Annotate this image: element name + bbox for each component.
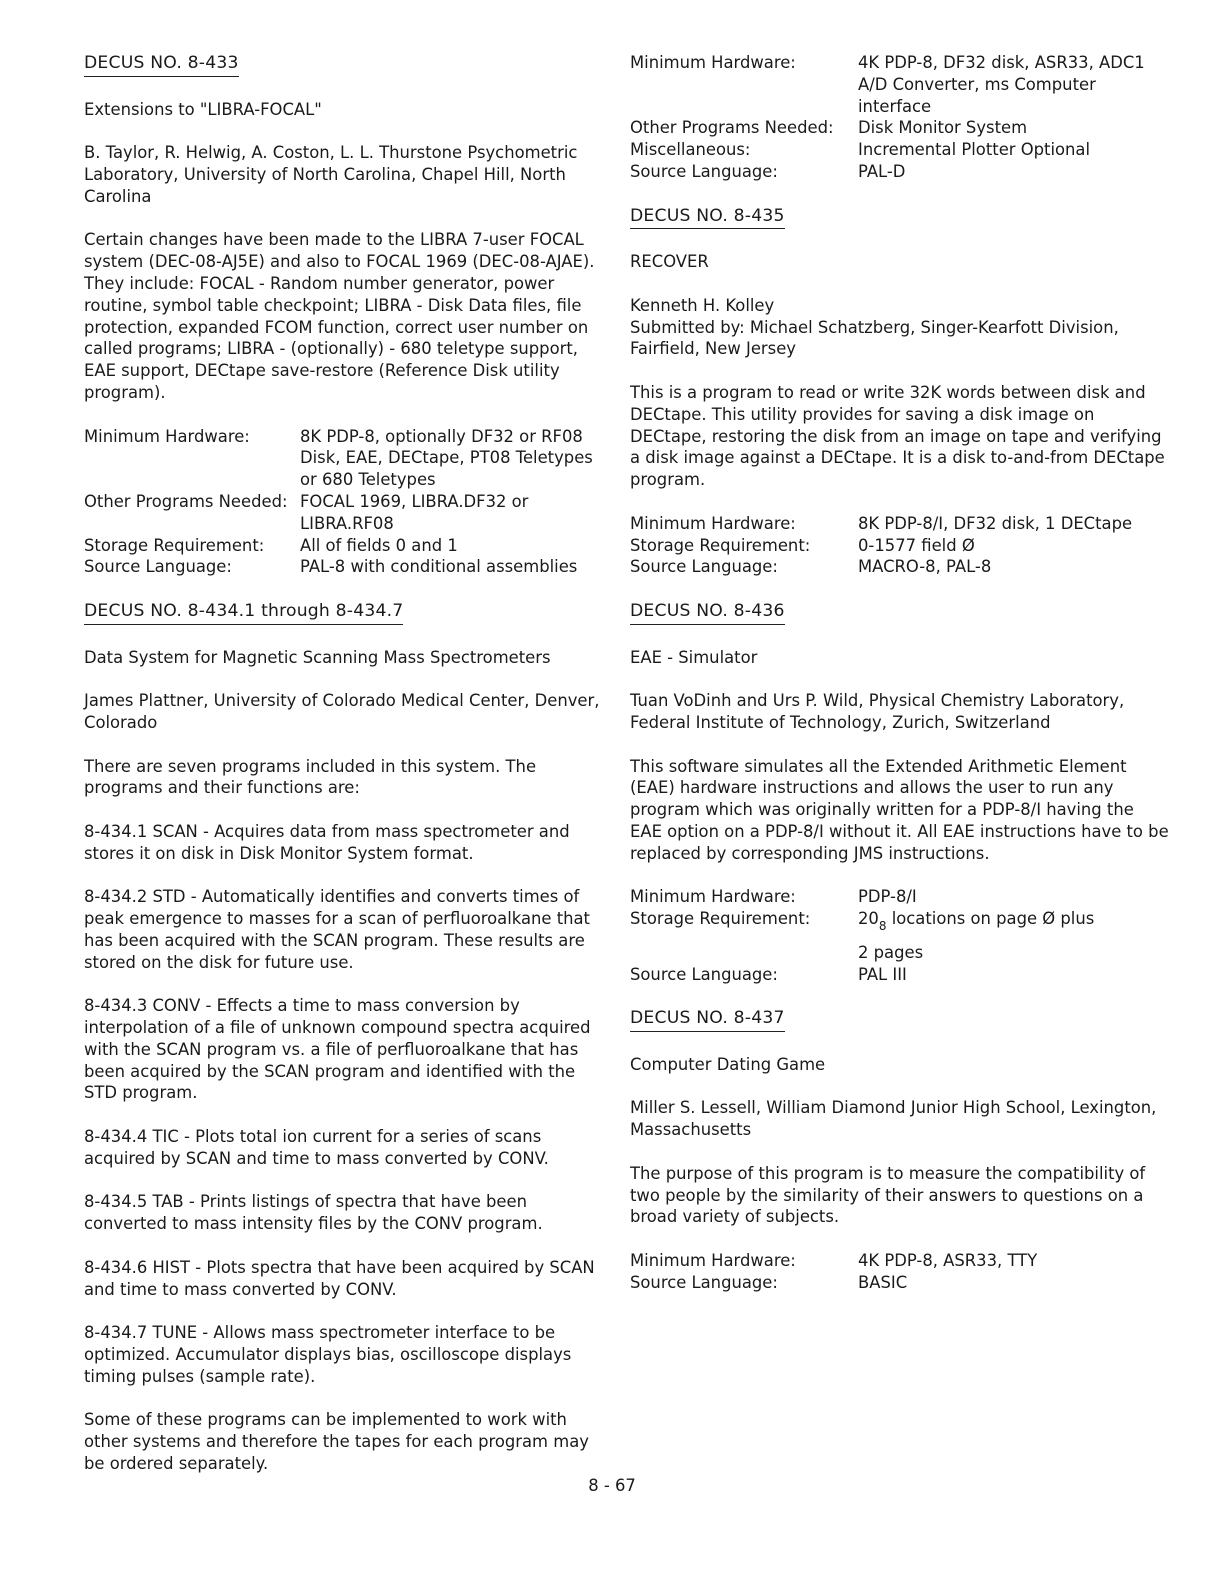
program-8-434-7: 8-434.7 TUNE - Allows mass spectrometer interface to be optimized. Accumulator displays bias, oscilloscope displays timing pulses (sample rate). bbox=[84, 1323, 572, 1386]
spec-label: Minimum Hardware: bbox=[630, 53, 796, 72]
spec-label: Storage Requirement: bbox=[630, 535, 811, 555]
entry-8-437-heading: DECUS NO. 8-437 bbox=[630, 1008, 785, 1032]
program-8-434-4: 8-434.4 TIC - Plots total ion current for a series of scans acquired by SCAN and time to mass converted by CONV. bbox=[84, 1127, 549, 1168]
spec-value: PDP-8/I bbox=[858, 887, 917, 907]
spec-value: 8K PDP-8/I, DF32 disk, 1 DECtape bbox=[858, 513, 1133, 533]
spec-value: PAL-D bbox=[858, 161, 906, 181]
entry-8-435-heading: DECUS NO. 8-435 bbox=[630, 206, 785, 230]
program-8-434-3: 8-434.3 CONV - Effects a time to mass conversion by interpolation of a file of unknown compound spectra acquired with the SCAN program vs. a file of perfluoroalkane that has been acquired by the SCAN program and identified with the STD program. bbox=[84, 996, 591, 1103]
entry-8-435-description: This is a program to read or write 32K words between disk and DECtape. This utility provides for saving a disk image on DECtape, restoring the disk from an image on tape and verifying a disk image against a DECtape. It is a disk to-and-from DECtape program. bbox=[630, 382, 1165, 490]
entry-8-433-continued-specs bbox=[630, 52, 1170, 183]
entry-8-434-closing: Some of these programs can be implemented to work with other systems and therefore the tapes for each program may be ordered separately. bbox=[84, 1410, 589, 1473]
spec-value: 8K PDP-8, optionally DF32 or RF08 Disk, EAE, DECtape, PT08 Teletypes or 680 Teletypes bbox=[300, 426, 593, 490]
entry-8-434-title: Data System for Magnetic Scanning Mass Spectrometers bbox=[84, 647, 551, 667]
spec-value: 0-1577 field Ø bbox=[858, 535, 975, 555]
storage-subscript: 8 bbox=[878, 919, 887, 934]
spec-label: Other Programs Needed: bbox=[630, 118, 834, 138]
entry-8-436-title: EAE - Simulator bbox=[630, 647, 758, 667]
spec-label: Source Language: bbox=[630, 964, 778, 984]
spec-label: Source Language: bbox=[630, 557, 778, 577]
storage-text: locations on page Ø plus bbox=[886, 909, 1095, 929]
spec-value: Incremental Plotter Optional bbox=[858, 140, 1091, 160]
spec-value: BASIC bbox=[858, 1272, 908, 1292]
spec-label: Source Language: bbox=[630, 1272, 778, 1292]
spec-label: Other Programs Needed: bbox=[84, 491, 288, 511]
entry-8-434-authors: James Plattner, University of Colorado Medical Center, Denver, Colorado bbox=[84, 691, 600, 732]
entry-8-437-description: The purpose of this program is to measure the compatibility of two people by the similarity of their answers to questions on a broad variety of subjects. bbox=[630, 1163, 1146, 1227]
entry-8-435-title: RECOVER bbox=[630, 252, 709, 272]
spec-value: FOCAL 1969, LIBRA.DF32 or LIBRA.RF08 bbox=[300, 491, 529, 533]
entry-8-435-author: Kenneth H. Kolley bbox=[630, 295, 775, 315]
entry-8-436-description: This software simulates all the Extended Arithmetic Element (EAE) hardware instructions and allows the user to run any program which was originally written for a PDP-8/I having the EAE option on a PDP-8/I without it. All EAE instructions have to be replaced by corresponding JMS instructions. bbox=[630, 756, 1169, 863]
spec-value: 4K PDP-8, ASR33, TTY bbox=[858, 1251, 1038, 1271]
spec-label: Minimum Hardware: bbox=[630, 1251, 796, 1271]
spec-label: Storage Requirement: bbox=[84, 535, 265, 555]
program-8-434-6: 8-434.6 HIST - Plots spectra that have been acquired by SCAN and time to mass converted by CONV. bbox=[84, 1257, 595, 1299]
spec-value bbox=[858, 908, 1170, 942]
spec-label: Source Language: bbox=[84, 557, 232, 577]
entry-8-433-description: Certain changes have been made to the LIBRA 7-user FOCAL system (DEC-08-AJ5E) and also to FOCAL 1969 (DEC-08-AJAE). They include: FOCAL - Random number generator, power routine, symbol table checkpoint; LIBRA - Disk Data files, file protection, expanded FCOM function, correct user number on called programs; LIBRA - (optionally) - 680 teletype support, EAE support, DECtape save-restore (Reference Disk utility program). bbox=[84, 230, 595, 402]
spec-label: Minimum Hardware: bbox=[84, 426, 250, 446]
spec-value: Disk Monitor System bbox=[858, 118, 1028, 138]
spec-label: Miscellaneous: bbox=[630, 140, 751, 160]
spec-label: Minimum Hardware: bbox=[630, 887, 796, 907]
entry-8-437-specs bbox=[630, 1250, 1170, 1294]
spec-value: 2 pages bbox=[858, 942, 924, 962]
spec-label: Source Language: bbox=[630, 161, 778, 181]
entry-8-433-specs bbox=[84, 426, 604, 579]
spec-value: MACRO-8, PAL-8 bbox=[858, 557, 992, 577]
program-8-434-1: 8-434.1 SCAN - Acquires data from mass spectrometer and stores it on disk in Disk Monitor System format. bbox=[84, 821, 570, 863]
left-column bbox=[84, 52, 604, 1497]
entry-8-436-specs bbox=[630, 886, 1170, 985]
entry-8-433-title: Extensions to "LIBRA-FOCAL" bbox=[84, 99, 322, 119]
entry-8-433-heading: DECUS NO. 8-433 bbox=[84, 53, 239, 77]
entry-8-435-submitted: Submitted by: Michael Schatzberg, Singer-Kearfott Division, Fairfield, New Jersey bbox=[630, 317, 1119, 359]
entry-8-435-specs bbox=[630, 513, 1170, 578]
storage-number: 20 bbox=[858, 909, 879, 929]
entry-8-436-heading: DECUS NO. 8-436 bbox=[630, 601, 785, 625]
entry-8-437-title: Computer Dating Game bbox=[630, 1054, 826, 1074]
spec-value: 4K PDP-8, DF32 disk, ASR33, ADC1 A/D Converter, ms Computer interface bbox=[858, 53, 1145, 116]
program-8-434-2: 8-434.2 STD - Automatically identifies and converts times of peak emergence to masses for a scan of perfluoroalkane that has been acquired with the SCAN program. These results are stored on the disk for future use. bbox=[84, 887, 590, 972]
entry-8-437-authors: Miller S. Lessell, William Diamond Junior High School, Lexington, Massachusetts bbox=[630, 1098, 1157, 1140]
entry-8-434-heading: DECUS NO. 8-434.1 through 8-434.7 bbox=[84, 601, 403, 625]
spec-value: All of fields 0 and 1 bbox=[300, 535, 458, 555]
entry-8-433-authors: B. Taylor, R. Helwig, A. Coston, L. L. Thurstone Psychometric Laboratory, University of North Carolina, Chapel Hill, North Carolina bbox=[84, 143, 578, 206]
entry-8-436-authors: Tuan VoDinh and Urs P. Wild, Physical Chemistry Laboratory, Federal Institute of Technology, Zurich, Switzerland bbox=[630, 691, 1125, 732]
entry-8-434-intro: There are seven programs included in this system. The programs and their functions are: bbox=[84, 756, 537, 798]
spec-label: Storage Requirement: bbox=[630, 909, 811, 929]
right-column bbox=[630, 52, 1170, 1315]
spec-label: Minimum Hardware: bbox=[630, 513, 796, 533]
spec-value: PAL III bbox=[858, 964, 907, 984]
program-8-434-5: 8-434.5 TAB - Prints listings of spectra that have been converted to mass intensity files by the CONV program. bbox=[84, 1192, 543, 1234]
page-number: 8 - 67 bbox=[588, 1476, 636, 1495]
spec-value: PAL-8 with conditional assemblies bbox=[300, 557, 578, 577]
spec-label-blank bbox=[630, 942, 858, 964]
